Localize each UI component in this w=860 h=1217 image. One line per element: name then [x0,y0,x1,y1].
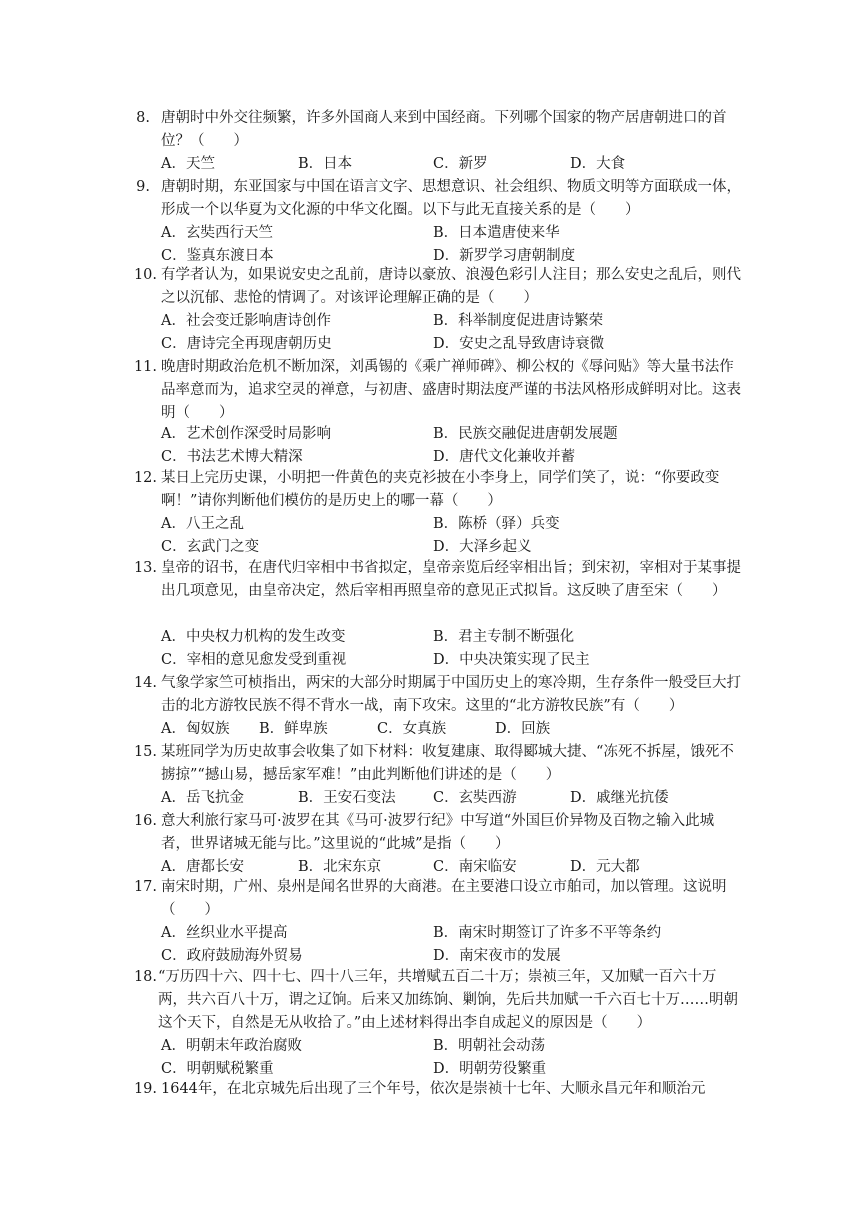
options [161,922,741,968]
option-b[interactable]: B．明朝社会动荡 [433,1038,546,1054]
question-number: 19. [133,1081,157,1097]
option-d[interactable]: D．回族 [495,721,551,737]
option-c[interactable]: C．宰相的意见愈发受到重视 [161,652,347,668]
question-stem: 意大利旅行家马可·波罗在其《马可·波罗行纪》中写道“外国巨价异物及百物之输入此城者，世界诸城无能与比。”这里说的“此城”是指（ ） [161,813,715,852]
options [161,423,741,469]
option-c[interactable]: C．新罗 [433,156,488,172]
question-number: 18. [133,969,157,985]
option-c[interactable]: C．女真族 [377,721,447,737]
option-a[interactable]: A．丝织业水平提高 [161,925,288,941]
option-a[interactable]: A．唐都长安 [161,859,244,875]
question-stem: 某班同学为历史故事会收集了如下材料：收复建康、取得郾城大捷、“冻死不拆屋，饿死不掳掠”“撼山易，撼岳家军难！”由此判断他们讲述的是（ ） [161,744,734,783]
question-number: 14. [133,675,157,691]
option-a[interactable]: A．岳飞抗金 [161,790,244,806]
question-number: 10. [133,267,157,283]
question-stem: “万历四十六、四十七、四十八三年，共增赋五百二十万；崇祯三年，又加赋一百六十万两，共六百八十万，谓之辽饷。后来又加练饷、剿饷，先后共加赋一千六百七十万……明朝这个天下，自然是无从收拾了。”由上述材料得出李自成起义的原因是（ ） [158,969,738,1031]
option-d[interactable]: D．明朝劳役繁重 [433,1061,547,1077]
question-number: 15. [133,744,157,760]
option-a[interactable]: A．艺术创作深受时局影响 [161,426,331,442]
question-stem: 唐朝时中外交往频繁，许多外国商人来到中国经商。下列哪个国家的物产居唐朝进口的首位？（ ） [161,110,727,149]
option-c[interactable]: C．书法艺术博大精深 [161,449,303,465]
options [161,222,741,268]
option-c[interactable]: C．政府鼓励海外贸易 [161,948,303,964]
option-a[interactable]: A．社会变迁影响唐诗创作 [161,313,331,329]
option-d[interactable]: D．大泽乡起义 [433,539,532,555]
question-stem: 唐朝时期，东亚国家与中国在语言文字、思想意识、社会组织、物质文明等方面联成一体，形成一个以华夏为文化源的中华文化圈。以下与此无直接关系的是（ ） [161,179,741,218]
option-d[interactable]: D．元大都 [570,859,640,875]
option-b[interactable]: B．北宋东京 [298,859,382,875]
question-stem: 晚唐时期政治危机不断加深，刘禹锡的《乘广禅师碑》、柳公权的《辱问贴》等大量书法作品率意而为，追求空灵的禅意，与初唐、盛唐时期法度严谨的书法风格形成鲜明对比。这表明（ ） [161,359,741,421]
option-b[interactable]: B．南宋时期签订了许多不平等条约 [433,925,662,941]
option-d[interactable]: D．唐代文化兼收并蓄 [433,449,576,465]
option-d[interactable]: D．大食 [570,156,626,172]
option-b[interactable]: B．科举制度促进唐诗繁荣 [433,313,604,329]
option-b[interactable]: B．民族交融促进唐朝发展题 [433,426,618,442]
option-a[interactable]: A．天竺 [161,156,215,172]
question-number: 9. [136,179,150,195]
question-stem: 气象学家竺可桢指出，两宋的大部分时期属于中国历史上的寒冷期，生存条件一般受巨大打击的北方游牧民族不得不背水一战，南下攻宋。这里的“北方游牧民族”有（ ） [161,675,741,714]
option-c[interactable]: C．南宋临安 [433,859,517,875]
question-number: 17. [133,879,157,895]
question-number: 12. [133,470,157,486]
option-a[interactable]: A．玄奘西行天竺 [161,225,273,241]
option-a[interactable]: A．匈奴族 [161,721,230,737]
option-a[interactable]: A．八王之乱 [161,516,244,532]
options [161,310,741,356]
options [161,626,741,672]
options [161,1035,741,1081]
option-b[interactable]: B．陈桥（驿）兵变 [433,516,560,532]
option-c[interactable]: C．玄奘西游 [433,790,517,806]
option-b[interactable]: B．日本 [298,156,353,172]
question-stem: 有学者认为，如果说安史之乱前，唐诗以豪放、浪漫色彩引人注目；那么安史之乱后，则代之以沉郁、悲怆的情调了。对该评论理解正确的是（ ） [161,267,741,306]
option-a[interactable]: A．明朝末年政治腐败 [161,1038,302,1054]
option-b[interactable]: B．日本遣唐使来华 [433,225,560,241]
option-d[interactable]: D．戚继光抗倭 [570,790,669,806]
option-d[interactable]: D．中央决策实现了民主 [433,652,590,668]
options [161,787,741,810]
option-b[interactable]: B．君主专制不断强化 [433,629,575,645]
option-c[interactable]: C．鉴真东渡日本 [161,248,274,264]
option-d[interactable]: D．南宋夜市的发展 [433,948,561,964]
option-b[interactable]: B．鲜卑族 [259,721,328,737]
options [161,718,741,741]
question-stem: 某日上完历史课，小明把一件黄色的夹克衫披在小李身上，同学们笑了，说：“你要政变啊！”请你判断他们模仿的是历史上的哪一幕（ ） [161,470,720,509]
question-stem: 1644年，在北京城先后出现了三个年号，依次是崇祯十七年、大顺永昌元年和顺治元 [161,1081,706,1097]
option-c[interactable]: C．明朝赋税繁重 [161,1061,274,1077]
question-number: 8. [136,110,150,126]
options [161,513,741,559]
option-a[interactable]: A．中央权力机构的发生改变 [161,629,346,645]
options [161,153,741,176]
question-stem: 南宋时期，广州、泉州是闻名世界的大商港。在主要港口设立市舶司，加以管理。这说明（ ） [161,879,727,918]
question-number: 13. [133,560,157,576]
option-b[interactable]: B．王安石变法 [298,790,396,806]
question-stem: 皇帝的诏书，在唐代归宰相中书省拟定，皇帝亲览后经宰相出旨；到宋初，宰相对于某事提出几项意见，由皇帝决定，然后宰相再照皇帝的意见正式拟旨。这反映了唐至宋（ ） [161,560,741,599]
option-d[interactable]: D．安史之乱导致唐诗衰微 [433,336,605,352]
option-c[interactable]: C．唐诗完全再现唐朝历史 [161,336,332,352]
question-number: 11. [133,359,157,375]
option-c[interactable]: C．玄武门之变 [161,539,260,555]
option-d[interactable]: D．新罗学习唐朝制度 [433,248,576,264]
question-number: 16. [133,813,157,829]
